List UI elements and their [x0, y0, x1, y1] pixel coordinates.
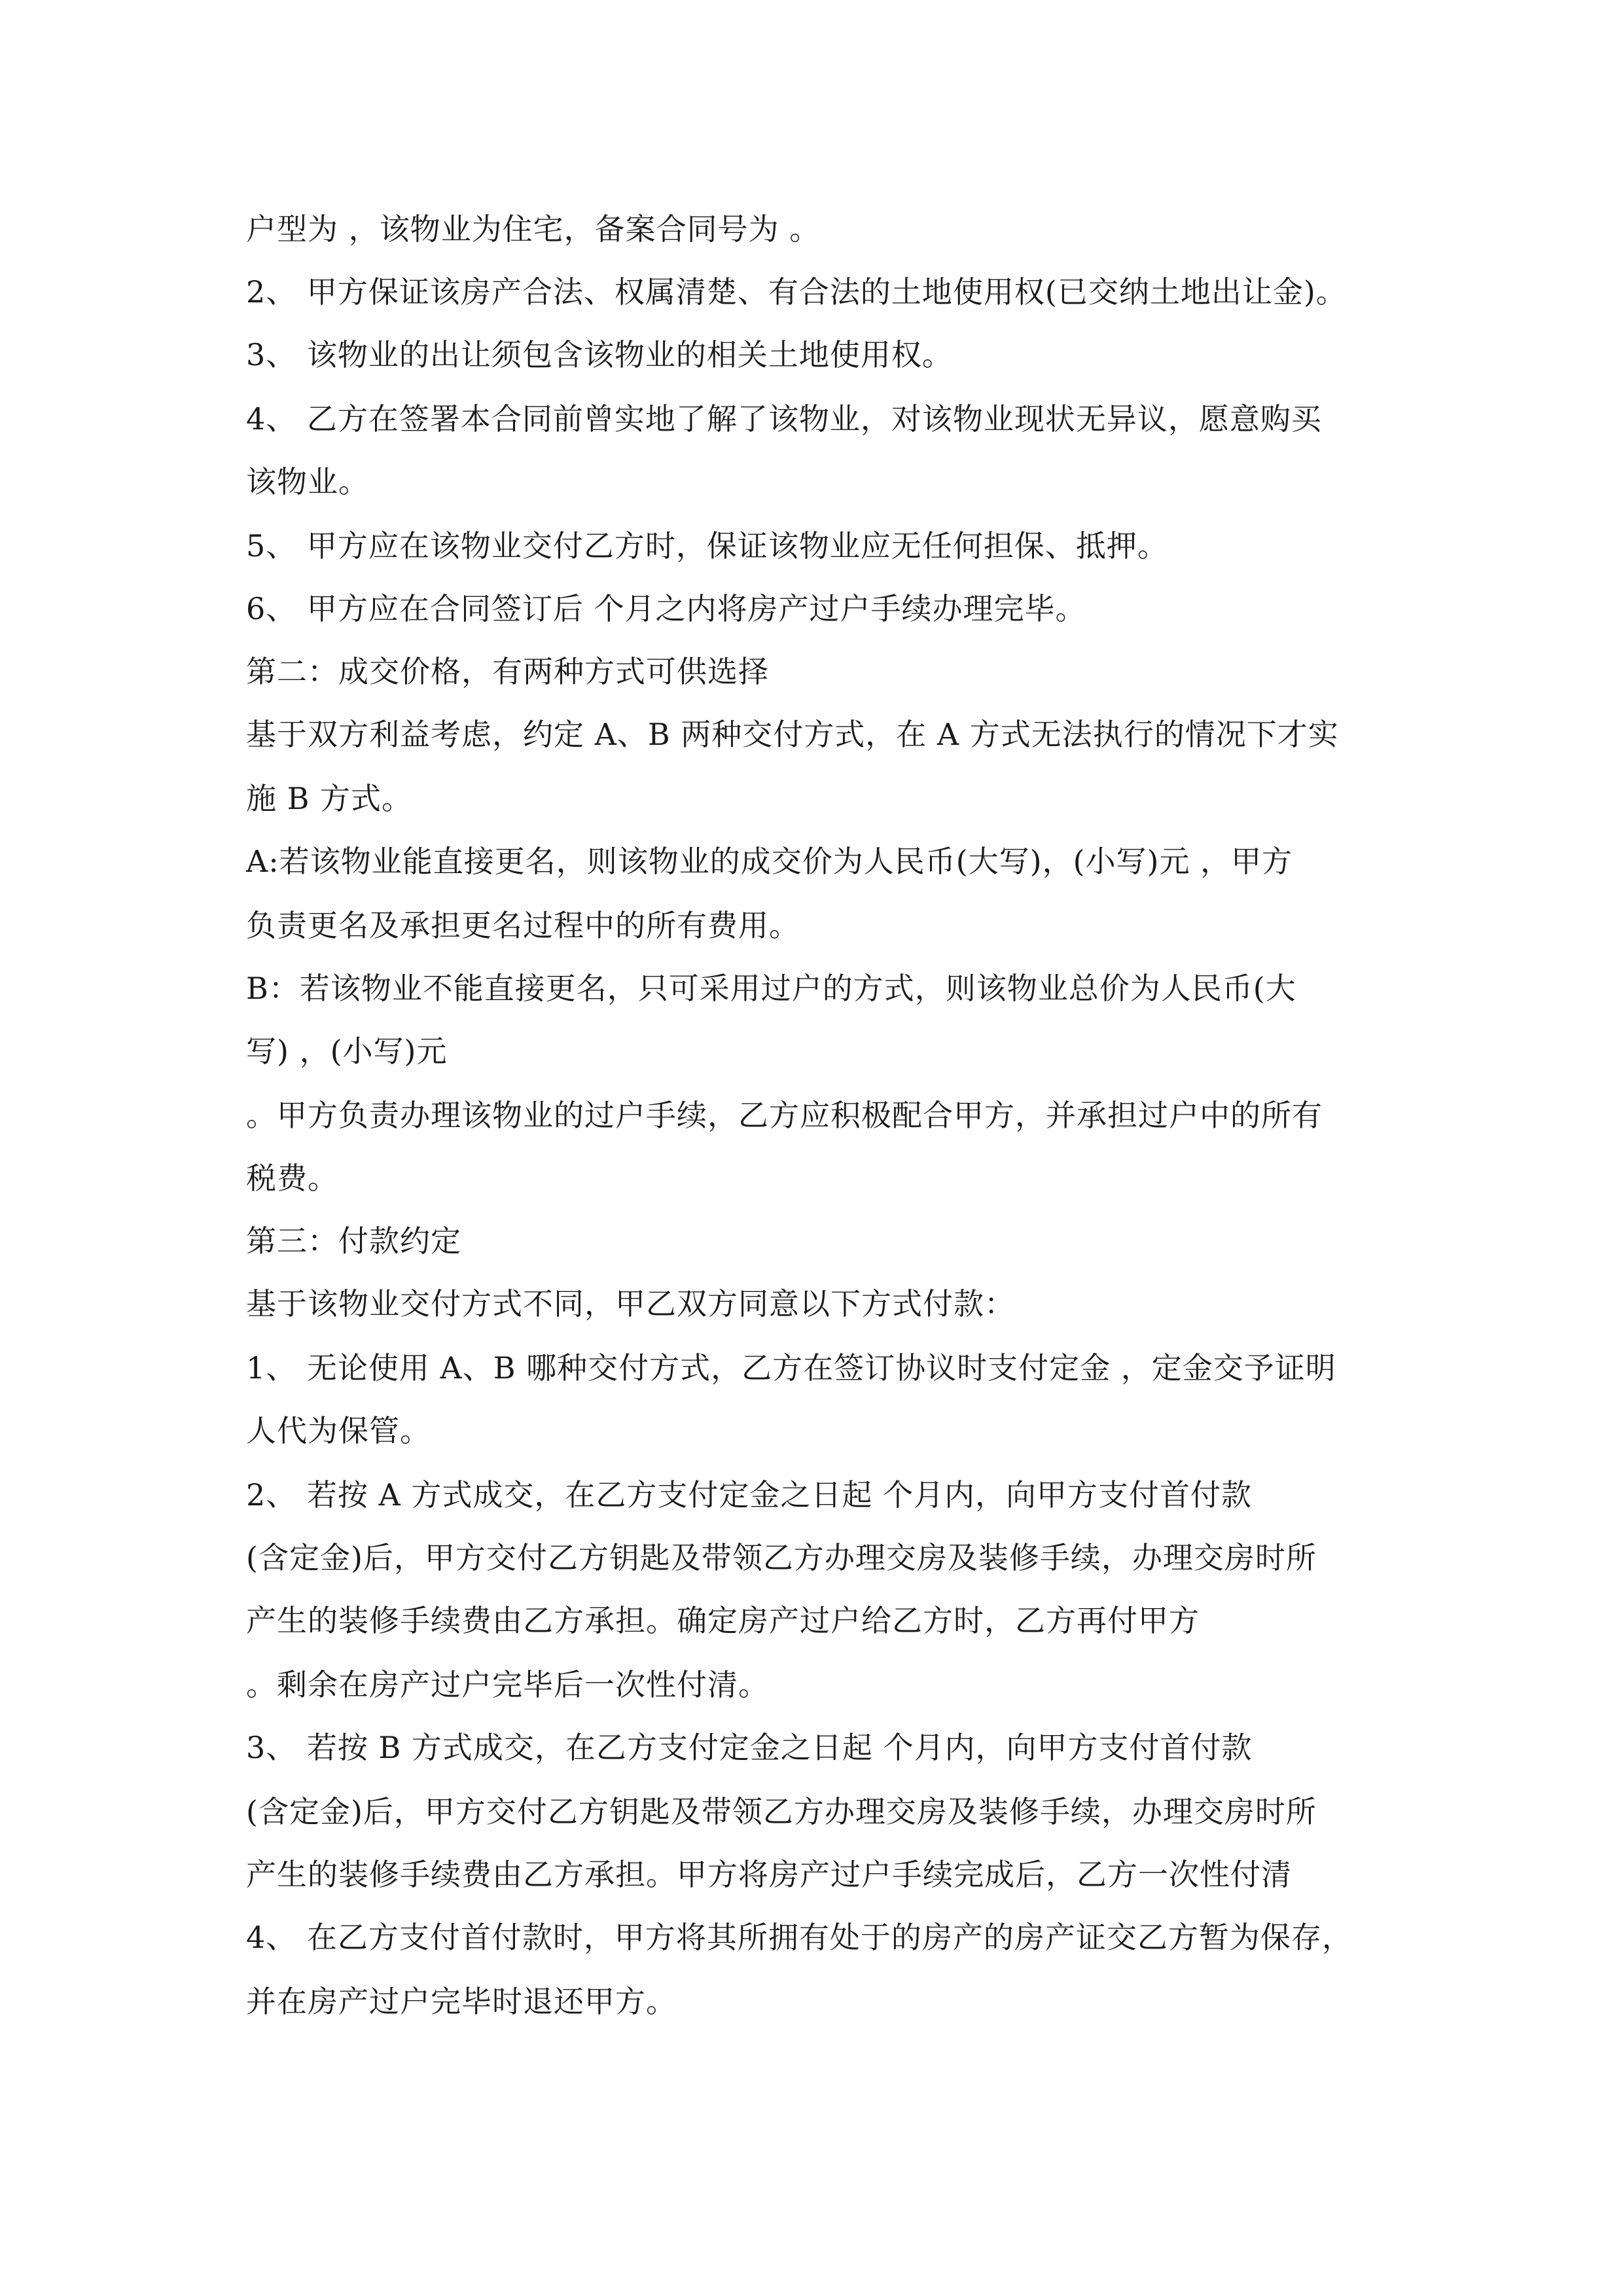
text-line: 。甲方负责办理该物业的过户手续，乙方应积极配合甲方，并承担过户中的所有	[246, 1098, 1323, 1133]
text-line: 4、 在乙方支付首付款时，甲方将其所拥有处于的房产的房产证交乙方暂为保存，	[246, 1920, 1353, 1955]
text-line: 税费。	[246, 1160, 338, 1196]
text-line: 负责更名及承担更名过程中的所有费用。	[246, 908, 800, 943]
text-line: B：若该物业不能直接更名，只可采用过户的方式，则该物业总价为人民币(大	[246, 971, 1296, 1006]
text-line: 4、 乙方在签署本合同前曾实地了解了该物业，对该物业现状无异议，愿意购买	[246, 401, 1322, 437]
text-line: 2、 甲方保证该房产合法、权属清楚、有合法的土地使用权(已交纳土地出让金)。	[246, 274, 1347, 310]
text-line: 。剩余在房产过户完毕后一次性付清。	[246, 1667, 769, 1702]
text-line: (含定金)后，甲方交付乙方钥匙及带领乙方办理交房及装修手续，办理交房时所	[246, 1794, 1317, 1829]
text-line: 6、 甲方应在合同签订后 个月之内将房产过户手续办理完毕。	[246, 591, 1086, 626]
text-line: 写) ，(小写)元	[246, 1033, 448, 1069]
text-line: 3、 该物业的出让须包含该物业的相关土地使用权。	[246, 337, 953, 372]
text-line: 2、 若按 A 方式成交，在乙方支付定金之日起 个月内，向甲方支付首付款	[246, 1477, 1252, 1513]
text-line: 人代为保管。	[246, 1413, 431, 1448]
text-line: 基于双方利益考虑，约定 A、B 两种交付方式，在 A 方式无法执行的情况下才实	[246, 717, 1339, 752]
section-heading: 第三：付款约定	[246, 1223, 461, 1259]
text-line: A:若该物业能直接更名，则该物业的成交价为人民币(大写)，(小写)元 ，甲方	[246, 844, 1293, 879]
text-line: 该物业。	[246, 464, 369, 499]
text-line: 户型为 ，该物业为住宅，备案合同号为 。	[246, 211, 821, 247]
text-line: 产生的装修手续费由乙方承担。甲方将房产过户手续完成后，乙方一次性付清	[246, 1857, 1292, 1892]
text-line: 施 B 方式。	[246, 781, 413, 816]
text-line: 1、 无论使用 A、B 哪种交付方式，乙方在签订协议时支付定金 ，定金交予证明	[246, 1350, 1336, 1386]
text-line: 并在房产过户完毕时退还甲方。	[246, 1984, 677, 2019]
text-line: 3、 若按 B 方式成交，在乙方支付定金之日起 个月内，向甲方支付首付款	[246, 1730, 1253, 1765]
text-line: 产生的装修手续费由乙方承担。确定房产过户给乙方时，乙方再付甲方	[246, 1603, 1200, 1638]
section-heading: 第二：成交价格，有两种方式可供选择	[246, 654, 769, 689]
text-line: 5、 甲方应在该物业交付乙方时，保证该物业应无任何担保、抵押。	[246, 528, 1168, 564]
text-line: 基于该物业交付方式不同，甲乙双方同意以下方式付款：	[246, 1286, 1015, 1321]
text-line: (含定金)后，甲方交付乙方钥匙及带领乙方办理交房及装修手续，办理交房时所	[246, 1540, 1317, 1575]
